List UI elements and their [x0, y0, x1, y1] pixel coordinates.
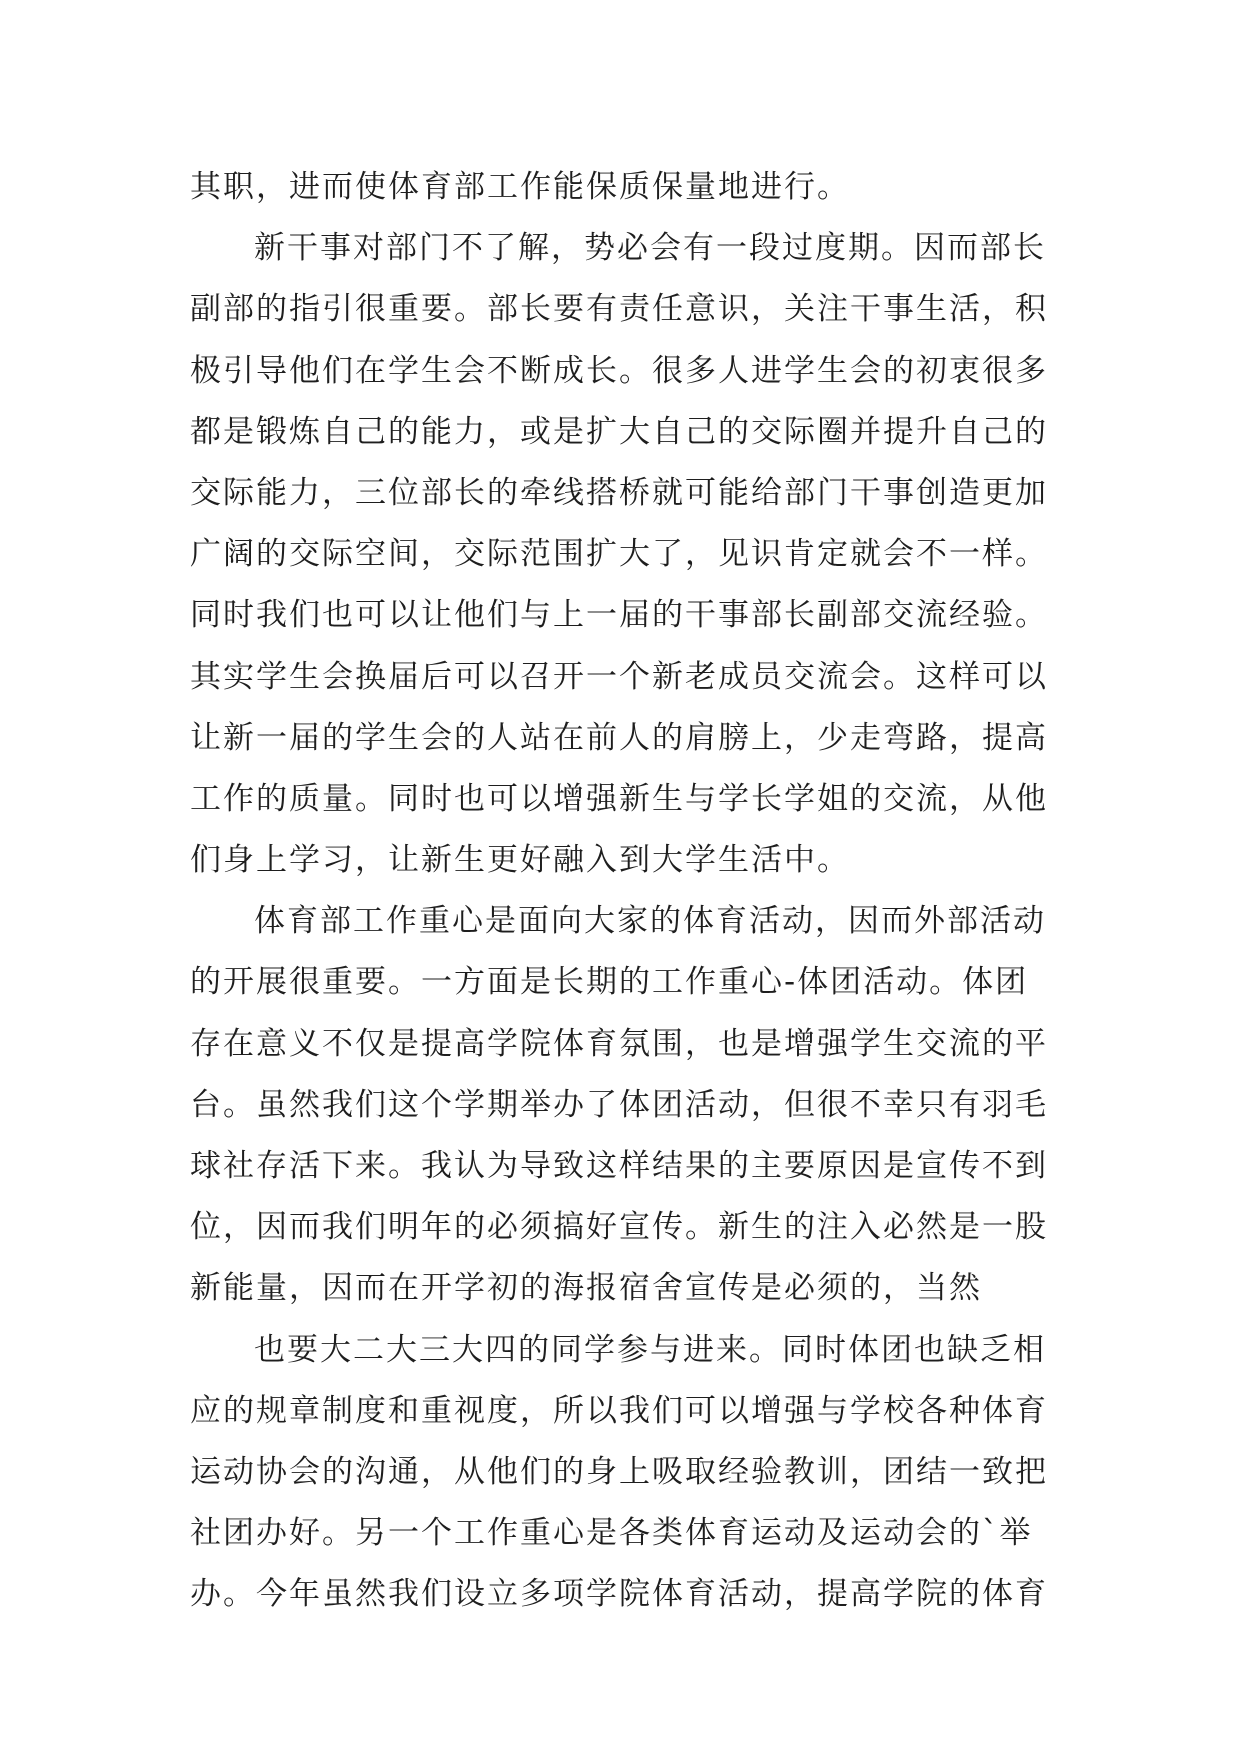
text-line: 让新一届的学生会的人站在前人的肩膀上，少走弯路，提高: [190, 719, 1048, 756]
text-line: 极引导他们在学生会不断成长。很多人进学生会的初衷很多: [190, 352, 1048, 389]
text-line: 副部的指引很重要。部长要有责任意识，关注干事生活，积: [190, 291, 1048, 328]
text-line: 都是锻炼自己的能力，或是扩大自己的交际圈并提升自己的: [190, 413, 1048, 450]
text-line: 的开展很重要。一方面是长期的工作重心-体团活动。体团: [190, 964, 1029, 1001]
paragraph-first-line: 体育部工作重心是面向大家的体育活动，因而外部活动: [254, 903, 1046, 940]
text-line: 社团办好。另一个工作重心是各类体育运动及运动会的`举: [190, 1515, 1033, 1552]
text-line: 新能量，因而在开学初的海报宿舍宣传是必须的，当然: [190, 1270, 982, 1307]
text-line: 交际能力，三位部长的牵线搭桥就可能给部门干事创造更加: [190, 474, 1048, 511]
text-line: 其实学生会换届后可以召开一个新老成员交流会。这样可以: [190, 658, 1048, 695]
text-line: 运动协会的沟通，从他们的身上吸取经验教训，团结一致把: [190, 1453, 1048, 1490]
text-line: 同时我们也可以让他们与上一届的干事部长副部交流经验。: [190, 597, 1048, 634]
document-body: [190, 157, 1070, 1626]
text-line: 广阔的交际空间，交际范围扩大了，见识肯定就会不一样。: [190, 536, 1048, 573]
text-line: 台。虽然我们这个学期举办了体团活动，但很不幸只有羽毛: [190, 1086, 1048, 1123]
text-line: 应的规章制度和重视度，所以我们可以增强与学校各种体育: [190, 1392, 1048, 1429]
text-line: 球社存活下来。我认为导致这样结果的主要原因是宣传不到: [190, 1148, 1048, 1184]
text-line: 办。今年虽然我们设立多项学院体育活动，提高学院的体育: [190, 1576, 1048, 1613]
paragraph-first-line: 也要大二大三大四的同学参与进来。同时体团也缺乏相: [254, 1331, 1046, 1368]
text-line: 位，因而我们明年的必须搞好宣传。新生的注入必然是一股: [190, 1209, 1048, 1246]
text-line: 其职，进而使体育部工作能保质保量地进行。: [190, 169, 850, 205]
text-line: 存在意义不仅是提高学院体育氛围，也是增强学生交流的平: [190, 1025, 1048, 1062]
text-line: 工作的质量。同时也可以增强新生与学长学姐的交流，从他: [190, 780, 1048, 817]
text-line: 们身上学习，让新生更好融入到大学生活中。: [190, 842, 850, 879]
paragraph-first-line: 新干事对部门不了解，势必会有一段过度期。因而部长: [254, 230, 1046, 267]
